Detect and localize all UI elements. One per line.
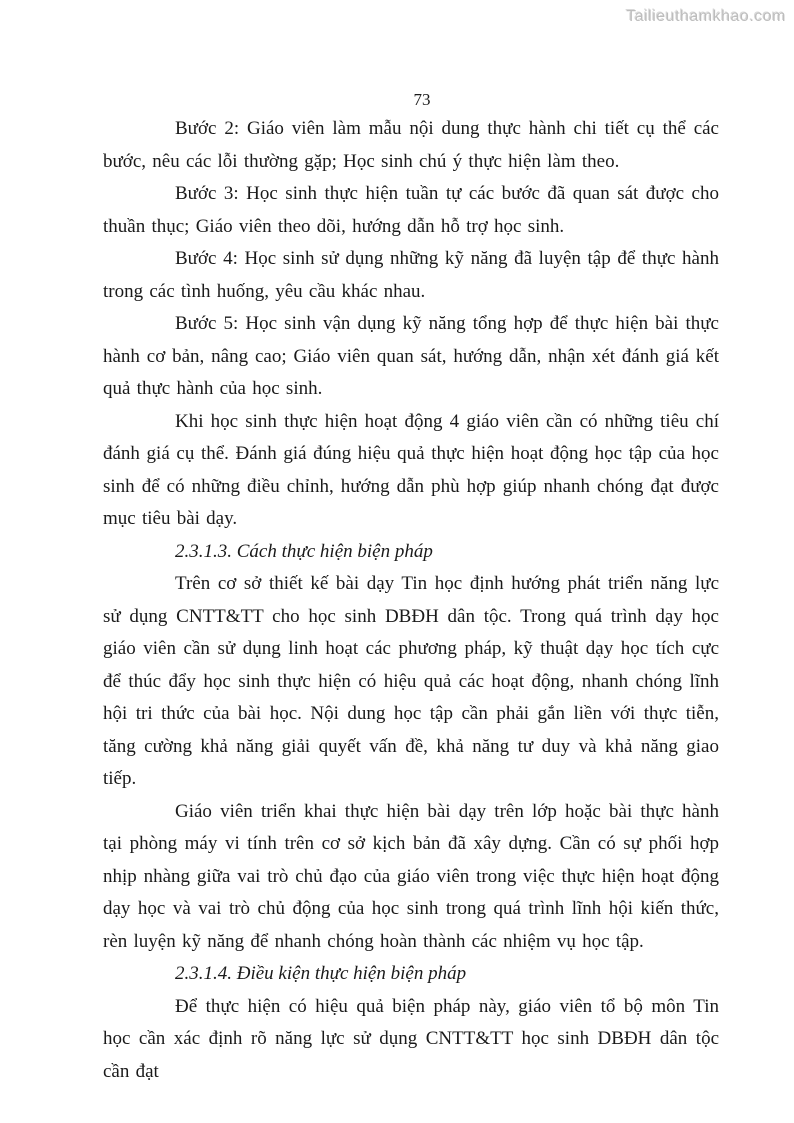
heading-2-3-1-3: 2.3.1.3. Cách thực hiện biện pháp — [175, 540, 433, 562]
page-number: 73 — [413, 90, 431, 109]
paragraph-cach-thuc-hien: Trên cơ sở thiết kế bài dạy Tin học định hướng phát triển năng lực sử dụng CNTT&TT cho học sinh DBĐH dân tộc. Trong quá trình dạy học giáo viên cần sử dụng linh hoạt các phương pháp, kỹ thuật dạy học tích cực để thúc đẩy học sinh thực hiện có hiệu quả các hoạt động, nhanh chóng lĩnh hội tri thức của bài học. Nội dung học tập cần phải gắn liền với thực tiễn, tăng cường khả năng giải quyết vấn đề, khả năng tư duy và khả năng giao tiếp. — [103, 573, 719, 789]
page-content — [103, 90, 719, 1088]
paragraph-buoc-3: Bước 3: Học sinh thực hiện tuần tự các bước đã quan sát được cho thuần thục; Giáo viên theo dõi, hướng dẫn hỗ trợ học sinh. — [103, 183, 719, 237]
paragraph-trien-khai-bai-day: Giáo viên triển khai thực hiện bài dạy trên lớp hoặc bài thực hành tại phòng máy vi tính trên cơ sở kịch bản đã xây dựng. Cần có sự phối hợp nhịp nhàng giữa vai trò chủ đạo của giáo viên trong việc thực hiện hoạt động dạy học và vai trò chủ động của học sinh trong quá trình lĩnh hội kiến thức, rèn luyện kỹ năng để nhanh chóng hoàn thành các nhiệm vụ học tập. — [103, 800, 719, 952]
document-body — [103, 113, 719, 1088]
paragraph-danh-gia-hoat-dong: Khi học sinh thực hiện hoạt động 4 giáo viên cần có những tiêu chí đánh giá cụ thể. Đánh giá đúng hiệu quả thực hiện hoạt động học tập của học sinh để có những điều chỉnh, hướng dẫn phù hợp giúp nhanh chóng đạt được mục tiêu bài dạy. — [103, 410, 719, 529]
watermark: Tailieuthamkhao.com — [626, 8, 786, 25]
paragraph-dieu-kien: Để thực hiện có hiệu quả biện pháp này, giáo viên tổ bộ môn Tin học cần xác định rõ năng lực sử dụng CNTT&TT học sinh DBĐH dân tộc cần đạt — [103, 995, 719, 1082]
paragraph-buoc-4: Bước 4: Học sinh sử dụng những kỹ năng đã luyện tập để thực hành trong các tình huống, yêu cầu khác nhau. — [103, 248, 719, 302]
paragraph-buoc-5: Bước 5: Học sinh vận dụng kỹ năng tổng hợp để thực hiện bài thực hành cơ bản, nâng cao; Giáo viên quan sát, hướng dẫn, nhận xét đánh giá kết quả thực hành của học sinh. — [103, 313, 719, 399]
paragraph-buoc-2: Bước 2: Giáo viên làm mẫu nội dung thực hành chi tiết cụ thể các bước, nêu các lỗi thường gặp; Học sinh chú ý thực hiện làm theo. — [103, 118, 719, 172]
heading-2-3-1-4: 2.3.1.4. Điều kiện thực hiện biện pháp — [175, 963, 467, 984]
